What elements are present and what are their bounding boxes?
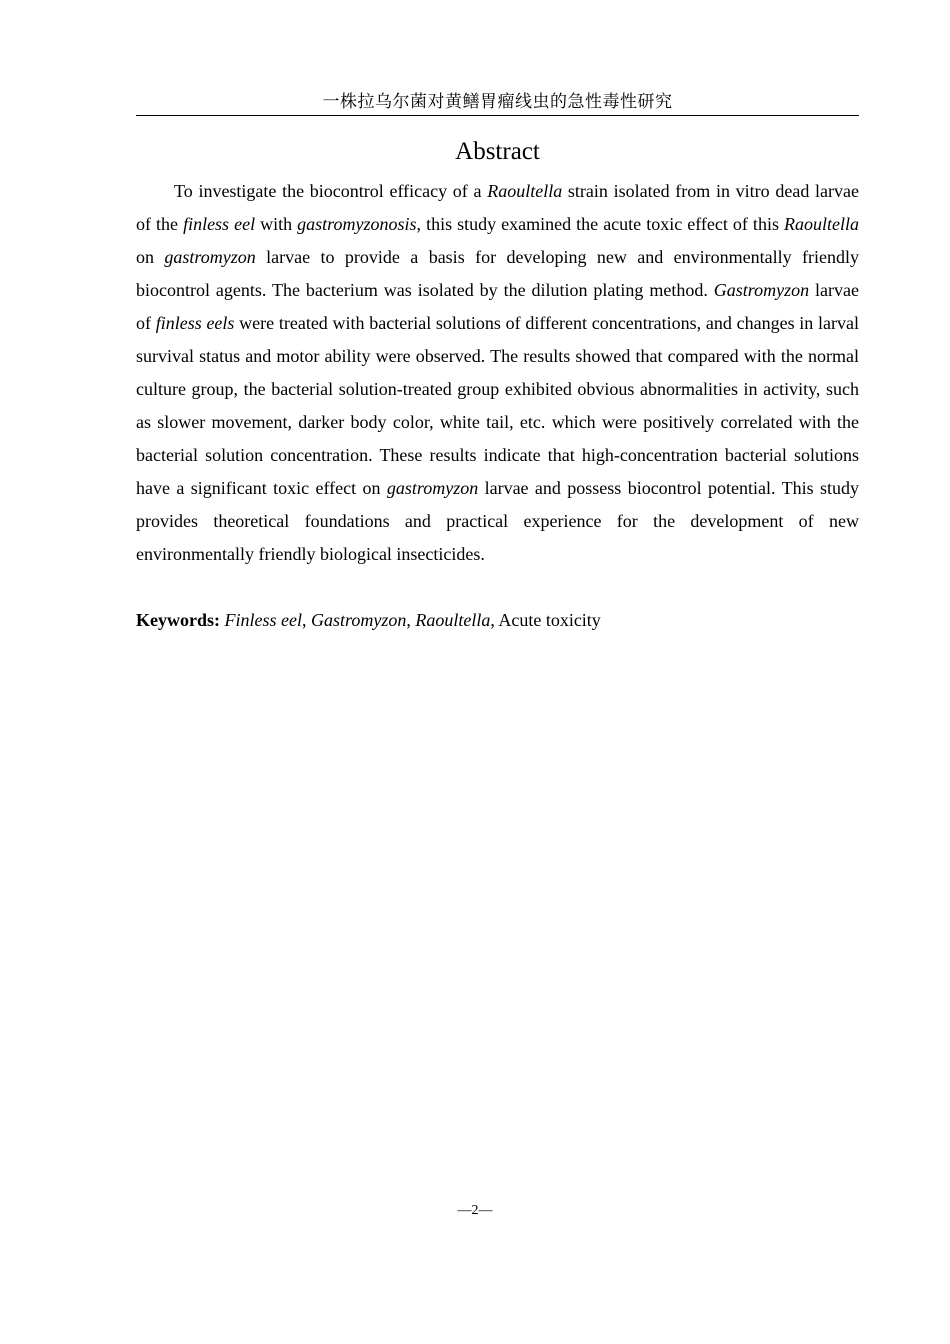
- keywords-separator: ,: [406, 610, 416, 630]
- species-name-gastromyzon: gastromyzon: [386, 478, 479, 498]
- abstract-text-segment: To investigate the biocontrol efficacy of a: [174, 181, 488, 201]
- abstract-text-segment: with: [255, 214, 298, 234]
- abstract-text-segment: strain isolated from in vitro dead larvae of the: [136, 181, 860, 234]
- abstract-text-segment: larvae and possess biocontrol potential. This study provides theoretical foundations and practical experience for the development of new environmentally friendly biological insecticides.: [136, 478, 859, 564]
- species-name-raoultella: Raoultella: [783, 214, 859, 234]
- abstract-text-segment: on: [136, 247, 165, 267]
- keywords-line: [136, 604, 859, 637]
- keyword-raoultella: Raoultella: [415, 610, 491, 630]
- abstract-body: [136, 175, 859, 571]
- running-header: 一株拉乌尔菌对黄鳝胃瘤线虫的急性毒性研究: [136, 91, 859, 116]
- disease-name-gastromyzonosis: gastromyzonosis: [297, 214, 417, 234]
- abstract-text-segment: larvae of: [136, 280, 859, 333]
- keyword-acute-toxicity: , Acute toxicity: [490, 610, 601, 630]
- keyword-finless-eel: Finless eel: [224, 610, 302, 630]
- abstract-text-segment: , this study examined the acute toxic effect of this: [416, 214, 784, 234]
- keyword-gastromyzon: Gastromyzon: [310, 610, 407, 630]
- species-name-finless-eel: finless eel: [183, 214, 256, 234]
- abstract-text-segment: were treated with bacterial solutions of different concentrations, and changes in larval survival status and motor ability were observed. The results showed that compared with the normal culture group, the bacterial solution-treated group exhibited obvious abnormalities in activity, such as slower movement, darker body color, white tail, etc. which were positively correlated with the bacterial solution concentration. These results indicate that high-concentration bacterial solutions have a significant toxic effect on: [136, 313, 859, 498]
- abstract-title: Abstract: [455, 138, 540, 165]
- keywords-label: Keywords:: [136, 610, 220, 630]
- species-name-gastromyzon: gastromyzon: [164, 247, 256, 267]
- abstract-text-segment: larvae to provide a basis for developing new and environmentally friendly biocontrol agents. The bacterium was isolated by the dilution plating method.: [136, 247, 859, 300]
- species-name-raoultella: Raoultella: [487, 181, 563, 201]
- keywords-separator: ,: [301, 610, 311, 630]
- species-name-finless-eels: finless eels: [155, 313, 235, 333]
- species-name-gastromyzon: Gastromyzon: [713, 280, 810, 300]
- page-number: —2—: [457, 1203, 493, 1218]
